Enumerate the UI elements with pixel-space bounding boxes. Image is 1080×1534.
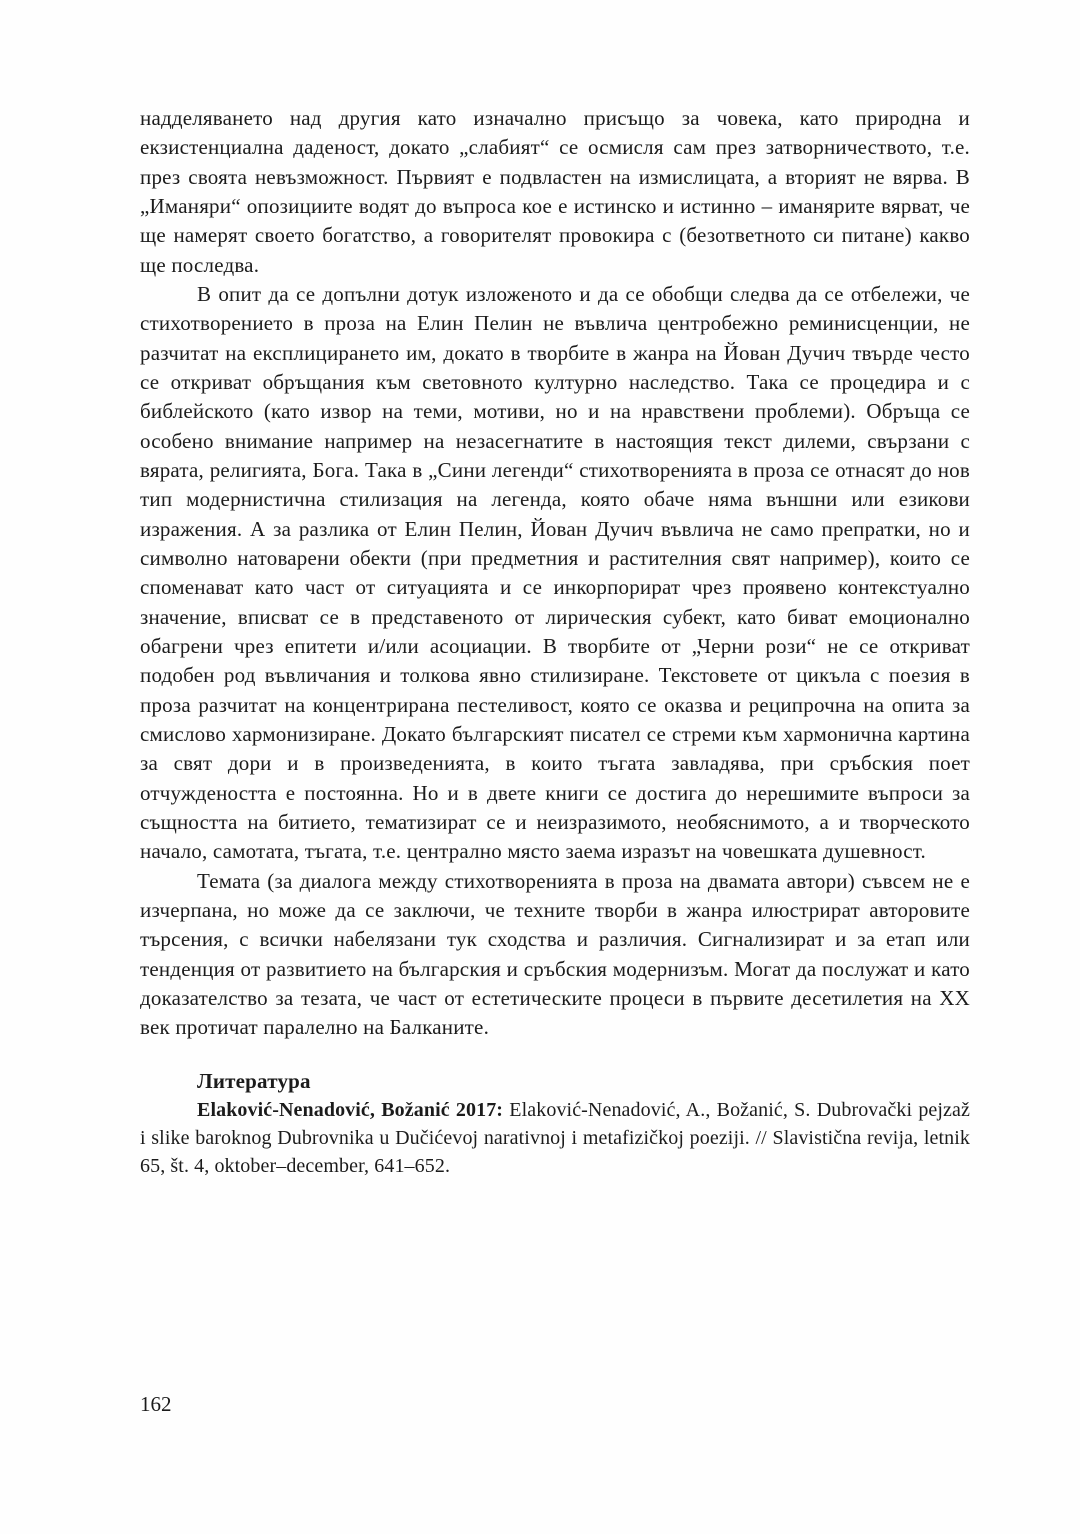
paragraph: надделяването над другия като изначално присъщо за човека, като природна и екзистенциална даденост, докато „слабият“ се осмисля сам през затворничеството, т.е. през своята невъзможност. Първият е подвластен на измислицата, а вторият не вярва. В „Иманяри“ опозициите водят до въпроса кое е истинско и истинно – иманярите вярват, че ще намерят своето богатство, а говорителят провокира с (безответното си питане) какво ще последва.: [140, 106, 970, 277]
reference-entry: [140, 1096, 970, 1181]
page-number: 162: [140, 1392, 172, 1416]
reference-label: Elaković-Nenadović, Božanić 2017:: [197, 1098, 504, 1121]
references-section: [140, 1067, 970, 1181]
paragraph: В опит да се допълни дотук изложеното и да се обобщи следва да се отбележи, че стихотворението в проза на Елин Пелин не въвлича центробежно реминисценции, не разчитат на експлицирането им, докато в творбите в жанра на Йован Дучич твърде често се откриват обръщания към световното културно наследство. Така се процедира и с библейското (като извор на теми, мотиви, но и на нравствени проблеми). Обръща се особено внимание например на незасегнатите в настоящия текст дилеми, свързани с вярата, религията, Бога. Така в „Сини легенди“ стихотворенията в проза се отнасят до нов тип модернистична стилизация на легенда, която обаче няма външни или езикови изражения. А за разлика от Елин Пелин, Йован Дучич въвлича не само препратки, но и символно натоварени обекти (при предметния и растителния свят например), които се споменават като част от ситуацията и се инкорпорират чрез проявено контекстуално значение, вписват се в представеното от лирическия субект, като биват емоционално обагрени чрез епитети и/или асоциации. В творбите от „Черни рози“ не се откриват подобен род въвличания и толкова явно стилизиране. Текстовете от цикъла с поезия в проза разчитат на концентрирана пестеливост, която се оказва и реципрочна на опита за смислово хармонизиране. Докато българският писател се стреми към хармонична картина за свят дори и в произведенията, в които тъгата завладява, при сръбския поет отчуждеността е постоянна. Но и в двете книги се достига до нерешимите въпроси за същността на битието, тематизират се и неизразимото, необяснимото, а и творческото начало, самотата, тъгата, т.е. централно място заема изразът на човешката душевност.: [140, 281, 970, 864]
reference-text: Elaković-Nenadović, A., Božanić, S. Dubrovački pejzaž i slike baroknog Dubrovnika u Dučićevoj narativnoj i metafizičkoj poeziji. // Slavistična revija, letnik 65, št. 4, oktober–december, 641–652.: [140, 1098, 970, 1178]
page-content: [140, 104, 970, 1180]
references-heading: Литература: [197, 1068, 311, 1093]
paragraph: Темата (за диалога между стихотворенията в проза на двамата автори) съвсем не е изчерпана, но може да се заключи, че техните творби в жанра илюстрират авторовите търсения, с всички набелязани тук сходства и различия. Сигнализират и за етап или тенденция от развитието на българския и сръбския модернизъм. Могат да послужат и като доказателство за тезата, че част от естетическите процеси в първите десетилетия на XX век протичат паралелно на Балканите.: [140, 868, 970, 1040]
